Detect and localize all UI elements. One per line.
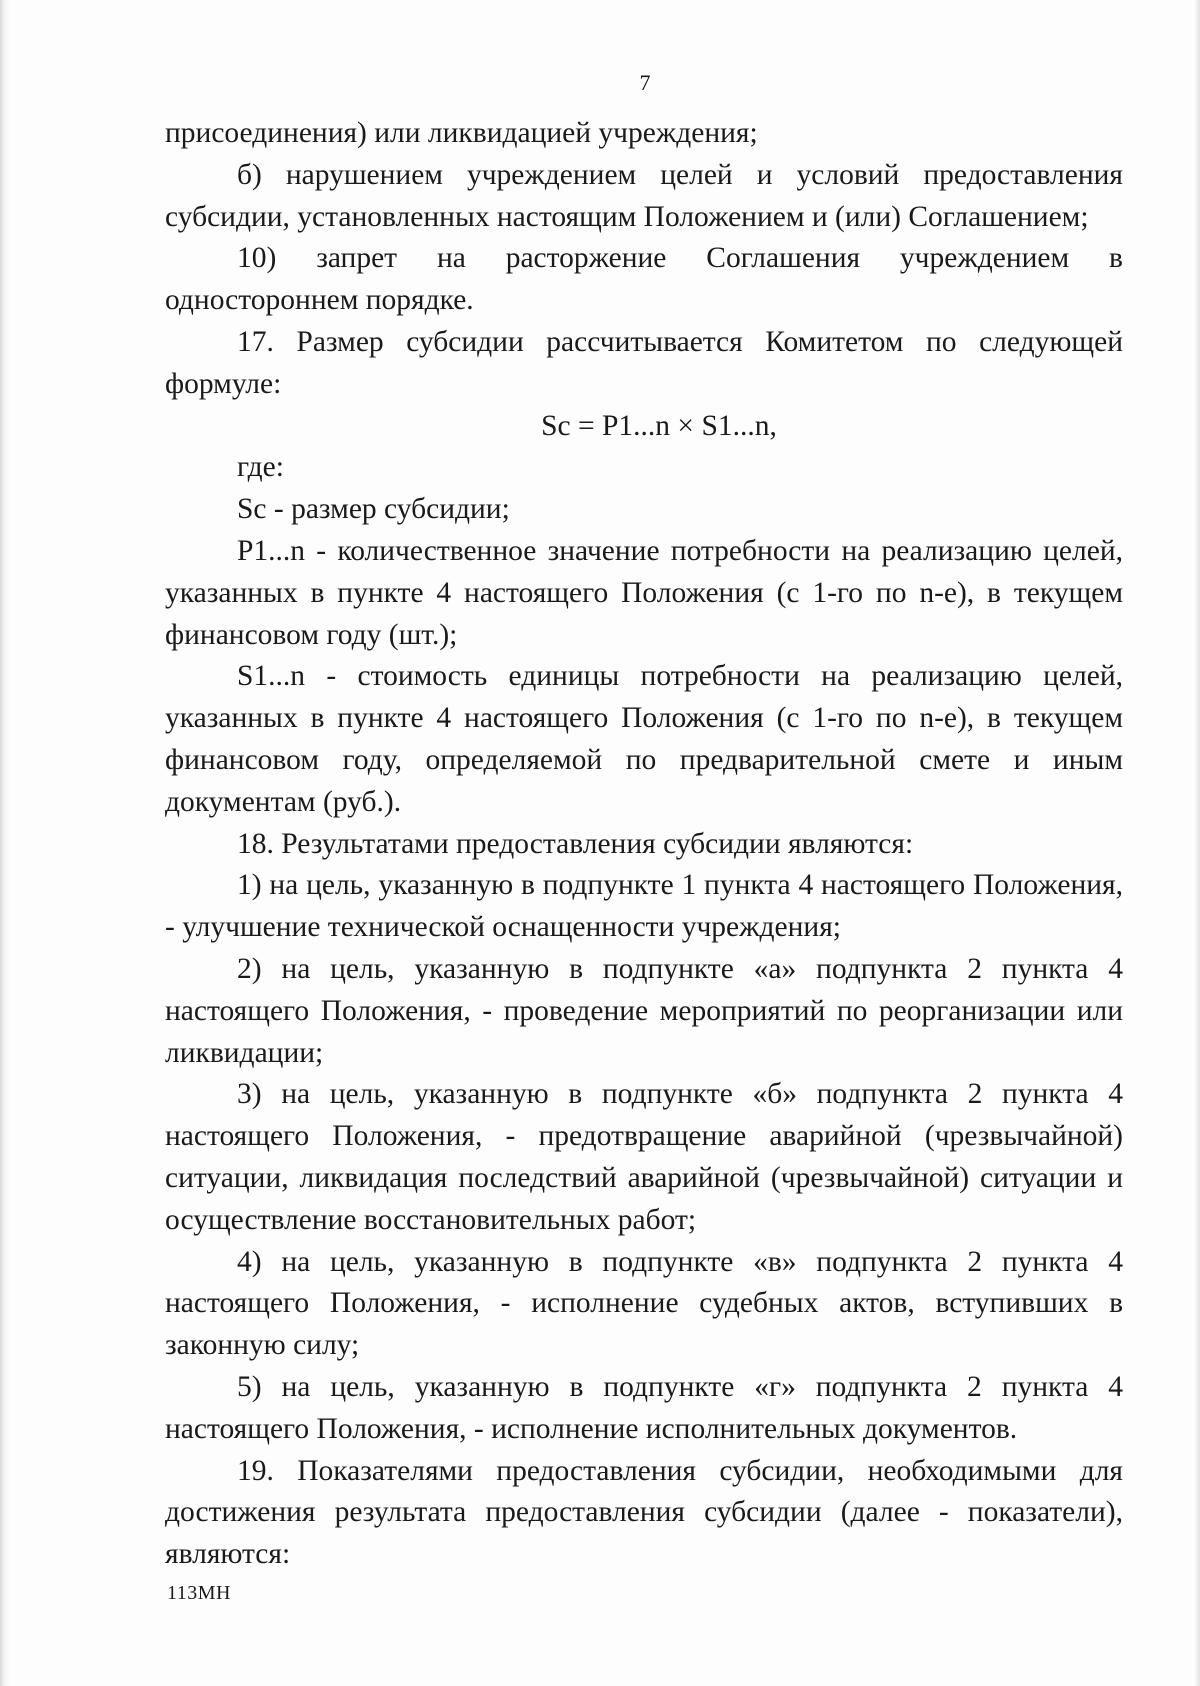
paragraph-result-1: 1) на цель, указанную в подпункте 1 пункта 4 настоящего Положения, - улучшение технической оснащенности учреждения;	[165, 869, 1123, 944]
paragraph-result-2: 2) на цель, указанную в подпункте «а» подпункта 2 пункта 4 настоящего Положения, - проведение мероприятий по реорганизации или ликвидации;	[165, 952, 1123, 1069]
document-body	[165, 113, 1123, 1576]
paragraph-result-5: 5) на цель, указанную в подпункте «г» подпункта 2 пункта 4 настоящего Положения, - исполнение исполнительных документов.	[165, 1370, 1123, 1445]
formula: Sc = P1...n × S1...n,	[541, 409, 777, 442]
scan-edge-right	[1194, 0, 1200, 1686]
paragraph-clause-19: 19. Показателями предоставления субсидии, необходимыми для достижения результата предоставления субсидии (далее - показатели), являются:	[165, 1454, 1123, 1571]
paragraph-result-4: 4) на цель, указанную в подпункте «в» подпункта 2 пункта 4 настоящего Положения, - исполнение судебных актов, вступивших в законную силу;	[165, 1245, 1123, 1362]
paragraph-item-b: б) нарушением учреждением целей и условий предоставления субсидии, установленных настоящим Положением и (или) Соглашением;	[165, 158, 1123, 233]
paragraph-item-10: 10) запрет на расторжение Соглашения учреждением в одностороннем порядке.	[165, 242, 1123, 317]
paragraph-where: где:	[237, 451, 284, 484]
scan-edge-left	[0, 0, 10, 1686]
document-code: 113МН	[167, 1582, 231, 1604]
page-number: 7	[639, 70, 651, 95]
paragraph-def-s: S1...n - стоимость единицы потребности на реализацию целей, указанных в пункте 4 настоящего Положения (с 1-го по n-е), в текущем финансовом году, определяемой по предварительной смете и иным документам (руб.).	[165, 660, 1123, 818]
paragraph-continuation: присоединения) или ликвидацией учреждения;	[165, 117, 758, 149]
paragraph-def-sc: Sc - размер субсидии;	[237, 493, 510, 526]
paragraph-result-3: 3) на цель, указанную в подпункте «б» подпункта 2 пункта 4 настоящего Положения, - предотвращение аварийной (чрезвычайной) ситуации, ликвидация последствий аварийной (чрезвычайной) ситуации и осуществление восстановительных работ;	[165, 1078, 1123, 1236]
paragraph-clause-17: 17. Размер субсидии рассчитывается Комитетом по следующей формуле:	[165, 325, 1123, 400]
paragraph-def-p: P1...n - количественное значение потребности на реализацию целей, указанных в пункте 4 настоящего Положения (с 1-го по n-е), в текущем финансовом году (шт.);	[165, 534, 1123, 651]
paragraph-clause-18: 18. Результатами предоставления субсидии являются:	[237, 827, 914, 860]
